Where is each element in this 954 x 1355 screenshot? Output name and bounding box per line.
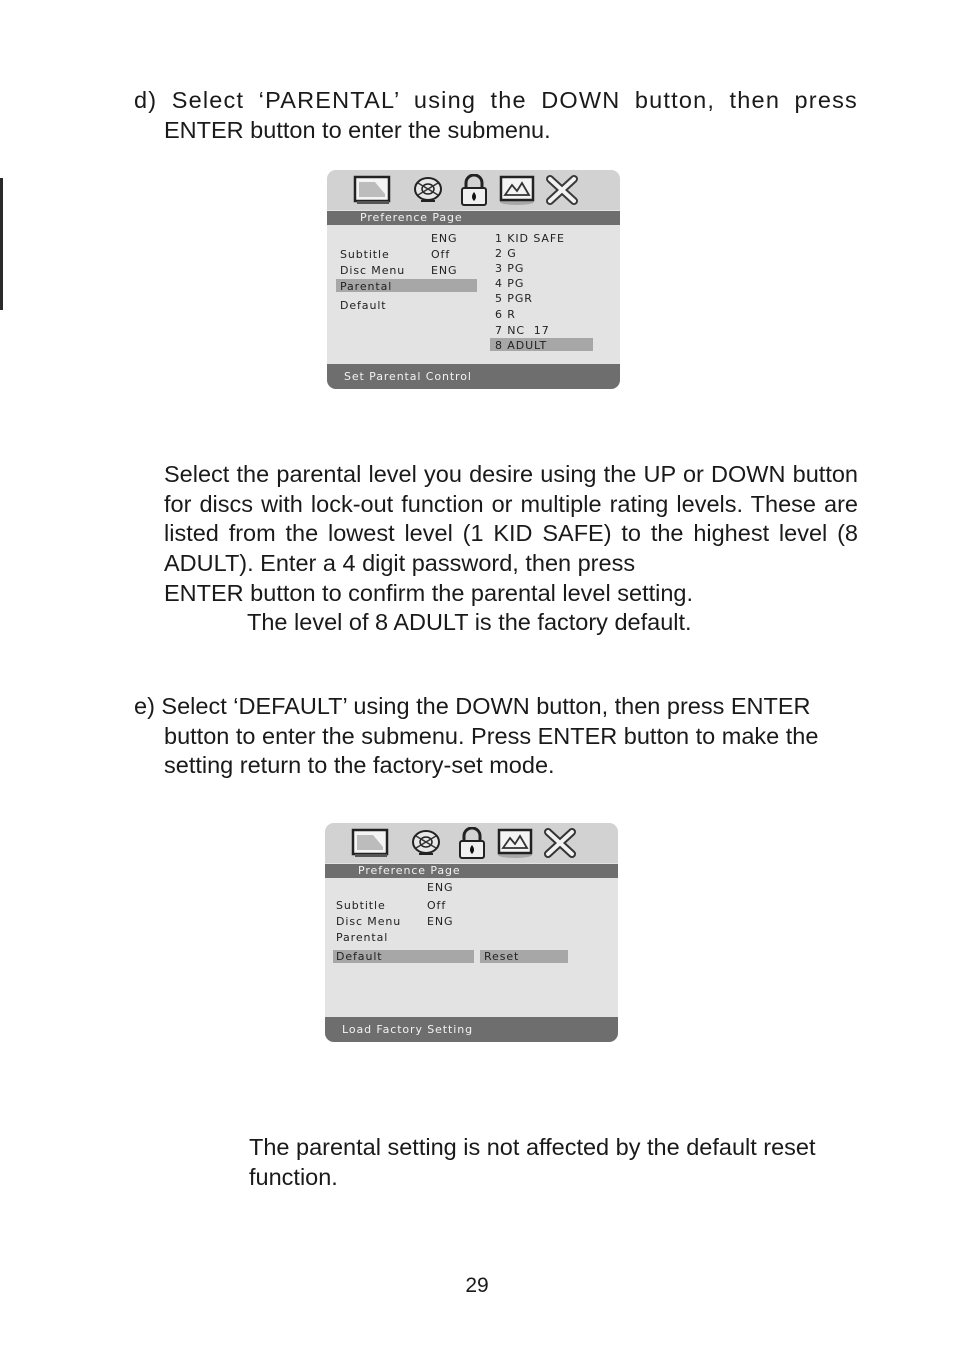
menu-header: Preference Page	[327, 211, 620, 225]
description-last-line: ENTER button to confirm the parental level setting.	[164, 579, 694, 606]
rating-option[interactable]: 5 PGR	[495, 292, 533, 305]
menu-item-value: ENG	[427, 915, 454, 928]
parental-description	[164, 460, 858, 609]
menu-item-subtitle[interactable]: Subtitle	[336, 899, 386, 912]
menu-item-parental[interactable]: Parental	[340, 280, 393, 293]
step-d-line-2: ENTER button to enter the submenu.	[164, 116, 551, 143]
menu-footer: Load Factory Setting	[325, 1017, 618, 1042]
description-text: Select the parental level you desire using the UP or DOWN button for discs with lock-out function or multiple rating levels. These are listed from the lowest level (1 KID SAFE) to the highest level (8 ADULT). Enter a 4 digit password, then press	[164, 461, 858, 577]
menu-item-default[interactable]: Default	[340, 299, 387, 312]
step-d-line-1: d) Select ‘PARENTAL’ using the DOWN button, then press	[134, 87, 858, 113]
menu-item-default[interactable]: Default	[336, 950, 383, 963]
menu-item-value: ENG	[427, 881, 454, 894]
rating-option[interactable]: 7 NC 17	[495, 324, 550, 337]
menu-footer: Set Parental Control	[327, 364, 620, 389]
menu-item-parental[interactable]: Parental	[336, 931, 389, 944]
menu-item-value: Off	[427, 899, 447, 912]
rating-option-selected[interactable]: 8 ADULT	[495, 339, 548, 352]
rating-option[interactable]: 1 KID SAFE	[495, 232, 565, 245]
default-menu-screen	[325, 823, 618, 1042]
step-e-text	[134, 692, 860, 781]
picture-frame-icon	[498, 174, 536, 206]
menu-item-value: Off	[431, 248, 451, 261]
menu-item-disc-menu[interactable]: Disc Menu	[336, 915, 402, 928]
lock-icon	[455, 174, 493, 206]
menu-item-disc-menu[interactable]: Disc Menu	[340, 264, 406, 277]
menu-icon-bar	[325, 823, 618, 863]
page-edge-mark	[0, 178, 3, 310]
page-number: 29	[465, 1274, 489, 1297]
close-icon	[543, 174, 581, 206]
menu-icon-bar	[327, 170, 620, 210]
step-e-line-1: e) Select ‘DEFAULT’ using the DOWN button, then press ENTER	[134, 693, 811, 719]
factory-default-note: The level of 8 ADULT is the factory default.	[247, 609, 692, 635]
rating-option[interactable]: 4 PG	[495, 277, 525, 290]
tv-screen-icon	[351, 827, 389, 859]
speaker-icon	[407, 827, 445, 859]
step-e-line-2: button to enter the submenu. Press ENTER button to make the	[164, 722, 819, 749]
rating-option[interactable]: 2 G	[495, 247, 517, 260]
rating-option[interactable]: 6 R	[495, 308, 516, 321]
picture-frame-icon	[496, 827, 534, 859]
default-reset-note: The parental setting is not affected by the default reset function.	[249, 1134, 816, 1190]
menu-item-value: ENG	[431, 264, 458, 277]
menu-item-value: ENG	[431, 232, 458, 245]
step-d-text	[134, 86, 858, 145]
close-icon	[541, 827, 579, 859]
menu-item-subtitle[interactable]: Subtitle	[340, 248, 390, 261]
menu-header: Preference Page	[325, 864, 618, 878]
tv-screen-icon	[353, 174, 391, 206]
lock-icon	[453, 827, 491, 859]
speaker-icon	[409, 174, 447, 206]
parental-menu-screen	[327, 170, 620, 389]
step-e-line-3: setting return to the factory-set mode.	[164, 752, 555, 779]
rating-option[interactable]: 3 PG	[495, 262, 525, 275]
reset-option[interactable]: Reset	[484, 950, 520, 963]
